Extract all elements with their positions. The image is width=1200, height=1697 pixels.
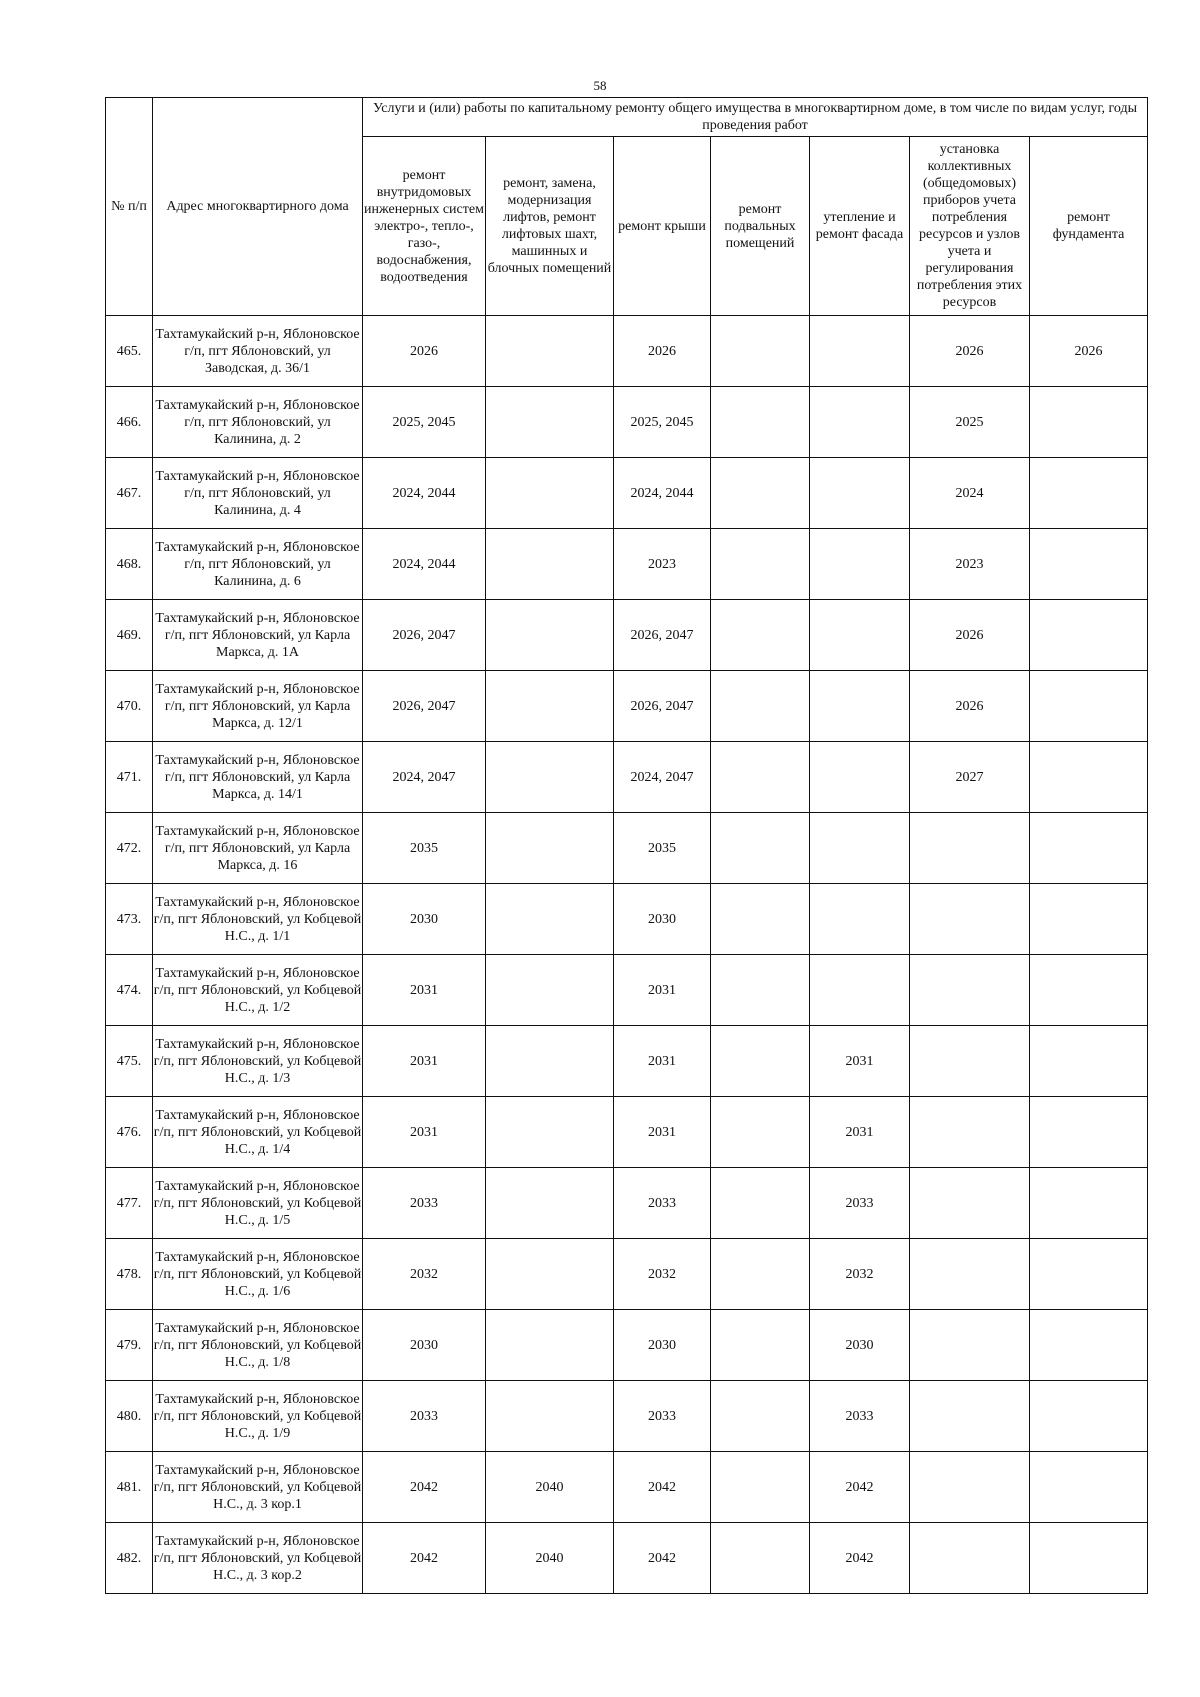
header-elevators: ремонт, замена, модернизация лифтов, ремонт лифтовых шахт, машинных и блочных помещений bbox=[486, 137, 614, 316]
cell-meters bbox=[910, 1168, 1030, 1239]
cell-meters: 2026 bbox=[910, 316, 1030, 387]
cell-foundation bbox=[1030, 1523, 1148, 1594]
cell-roof: 2031 bbox=[614, 1026, 711, 1097]
row-address: Тахтамукайский р-н, Яблоновское г/п, пгт Яблоновский, ул Кобцевой Н.С., д. 1/3 bbox=[153, 1026, 363, 1097]
cell-meters: 2027 bbox=[910, 742, 1030, 813]
table-body bbox=[106, 316, 1148, 1594]
table-row bbox=[106, 1310, 1148, 1381]
cell-roof: 2030 bbox=[614, 1310, 711, 1381]
cell-foundation bbox=[1030, 1310, 1148, 1381]
cell-engineering-systems: 2033 bbox=[363, 1168, 486, 1239]
row-number: 467. bbox=[106, 458, 153, 529]
cell-basement bbox=[711, 955, 810, 1026]
cell-engineering-systems: 2031 bbox=[363, 955, 486, 1026]
row-number: 477. bbox=[106, 1168, 153, 1239]
cell-basement bbox=[711, 1523, 810, 1594]
cell-meters bbox=[910, 1381, 1030, 1452]
table-row bbox=[106, 1026, 1148, 1097]
cell-roof: 2030 bbox=[614, 884, 711, 955]
table-row bbox=[106, 1452, 1148, 1523]
cell-meters bbox=[910, 955, 1030, 1026]
table-row bbox=[106, 1381, 1148, 1452]
table-row bbox=[106, 742, 1148, 813]
cell-basement bbox=[711, 529, 810, 600]
cell-engineering-systems: 2026, 2047 bbox=[363, 671, 486, 742]
page-number: 58 bbox=[593, 78, 607, 93]
cell-basement bbox=[711, 1168, 810, 1239]
cell-meters bbox=[910, 1239, 1030, 1310]
cell-meters bbox=[910, 1097, 1030, 1168]
cell-engineering-systems: 2024, 2044 bbox=[363, 458, 486, 529]
row-address: Тахтамукайский р-н, Яблоновское г/п, пгт Яблоновский, ул Кобцевой Н.С., д. 1/9 bbox=[153, 1381, 363, 1452]
cell-elevators bbox=[486, 671, 614, 742]
header-num: № п/п bbox=[106, 98, 153, 316]
cell-meters bbox=[910, 1026, 1030, 1097]
cell-roof: 2032 bbox=[614, 1239, 711, 1310]
cell-elevators bbox=[486, 1168, 614, 1239]
cell-foundation bbox=[1030, 955, 1148, 1026]
cell-elevators: 2040 bbox=[486, 1452, 614, 1523]
table-row bbox=[106, 884, 1148, 955]
row-address: Тахтамукайский р-н, Яблоновское г/п, пгт Яблоновский, ул Кобцевой Н.С., д. 3 кор.1 bbox=[153, 1452, 363, 1523]
cell-foundation bbox=[1030, 1239, 1148, 1310]
cell-basement bbox=[711, 1310, 810, 1381]
cell-facade bbox=[810, 671, 910, 742]
cell-basement bbox=[711, 600, 810, 671]
cell-facade bbox=[810, 316, 910, 387]
cell-elevators bbox=[486, 1310, 614, 1381]
cell-meters bbox=[910, 1310, 1030, 1381]
cell-facade bbox=[810, 387, 910, 458]
cell-elevators: 2040 bbox=[486, 1523, 614, 1594]
cell-basement bbox=[711, 884, 810, 955]
row-number: 480. bbox=[106, 1381, 153, 1452]
cell-basement bbox=[711, 1381, 810, 1452]
cell-engineering-systems: 2042 bbox=[363, 1523, 486, 1594]
row-address: Тахтамукайский р-н, Яблоновское г/п, пгт Яблоновский, ул Калинина, д. 2 bbox=[153, 387, 363, 458]
header-facade: утепление и ремонт фасада bbox=[810, 137, 910, 316]
cell-meters bbox=[910, 1523, 1030, 1594]
cell-engineering-systems: 2025, 2045 bbox=[363, 387, 486, 458]
cell-foundation bbox=[1030, 884, 1148, 955]
cell-meters bbox=[910, 1452, 1030, 1523]
row-number: 479. bbox=[106, 1310, 153, 1381]
cell-engineering-systems: 2024, 2047 bbox=[363, 742, 486, 813]
row-address: Тахтамукайский р-н, Яблоновское г/п, пгт Яблоновский, ул Карла Маркса, д. 14/1 bbox=[153, 742, 363, 813]
header-engineering-systems: ремонт внутридомовых инженерных систем электро-, тепло-, газо-, водоснабжения, водоотведения bbox=[363, 137, 486, 316]
cell-foundation: 2026 bbox=[1030, 316, 1148, 387]
cell-foundation bbox=[1030, 458, 1148, 529]
cell-elevators bbox=[486, 884, 614, 955]
row-address: Тахтамукайский р-н, Яблоновское г/п, пгт Яблоновский, ул Кобцевой Н.С., д. 1/6 bbox=[153, 1239, 363, 1310]
cell-basement bbox=[711, 316, 810, 387]
cell-engineering-systems: 2030 bbox=[363, 884, 486, 955]
cell-facade: 2030 bbox=[810, 1310, 910, 1381]
cell-roof: 2025, 2045 bbox=[614, 387, 711, 458]
cell-engineering-systems: 2030 bbox=[363, 1310, 486, 1381]
cell-facade: 2033 bbox=[810, 1381, 910, 1452]
cell-basement bbox=[711, 671, 810, 742]
cell-foundation bbox=[1030, 529, 1148, 600]
cell-basement bbox=[711, 458, 810, 529]
row-address: Тахтамукайский р-н, Яблоновское г/п, пгт Яблоновский, ул Кобцевой Н.С., д. 1/2 bbox=[153, 955, 363, 1026]
cell-engineering-systems: 2026 bbox=[363, 316, 486, 387]
cell-elevators bbox=[486, 955, 614, 1026]
cell-roof: 2024, 2047 bbox=[614, 742, 711, 813]
cell-foundation bbox=[1030, 600, 1148, 671]
table-row bbox=[106, 1239, 1148, 1310]
cell-facade bbox=[810, 884, 910, 955]
cell-basement bbox=[711, 1097, 810, 1168]
row-number: 469. bbox=[106, 600, 153, 671]
cell-elevators bbox=[486, 529, 614, 600]
table-row bbox=[106, 387, 1148, 458]
cell-basement bbox=[711, 387, 810, 458]
cell-meters bbox=[910, 813, 1030, 884]
cell-meters: 2024 bbox=[910, 458, 1030, 529]
cell-facade: 2031 bbox=[810, 1026, 910, 1097]
cell-facade: 2032 bbox=[810, 1239, 910, 1310]
table-row bbox=[106, 458, 1148, 529]
table-row bbox=[106, 316, 1148, 387]
row-number: 474. bbox=[106, 955, 153, 1026]
cell-facade bbox=[810, 600, 910, 671]
cell-foundation bbox=[1030, 1452, 1148, 1523]
row-address: Тахтамукайский р-н, Яблоновское г/п, пгт Яблоновский, ул Заводская, д. 36/1 bbox=[153, 316, 363, 387]
header-services: Услуги и (или) работы по капитальному ремонту общего имущества в многоквартирном доме, в том числе по видам услуг, годы проведения работ bbox=[363, 98, 1148, 137]
cell-meters: 2023 bbox=[910, 529, 1030, 600]
row-number: 470. bbox=[106, 671, 153, 742]
cell-facade bbox=[810, 458, 910, 529]
cell-basement bbox=[711, 1452, 810, 1523]
row-address: Тахтамукайский р-н, Яблоновское г/п, пгт Яблоновский, ул Кобцевой Н.С., д. 1/8 bbox=[153, 1310, 363, 1381]
header-meters: установка коллективных (общедомовых) приборов учета потребления ресурсов и узлов учета и регулирования потребления этих ресурсов bbox=[910, 137, 1030, 316]
row-address: Тахтамукайский р-н, Яблоновское г/п, пгт Яблоновский, ул Калинина, д. 6 bbox=[153, 529, 363, 600]
cell-engineering-systems: 2026, 2047 bbox=[363, 600, 486, 671]
cell-roof: 2024, 2044 bbox=[614, 458, 711, 529]
cell-elevators bbox=[486, 387, 614, 458]
cell-foundation bbox=[1030, 1168, 1148, 1239]
row-address: Тахтамукайский р-н, Яблоновское г/п, пгт Яблоновский, ул Кобцевой Н.С., д. 3 кор.2 bbox=[153, 1523, 363, 1594]
table-row bbox=[106, 1168, 1148, 1239]
cell-foundation bbox=[1030, 742, 1148, 813]
cell-engineering-systems: 2031 bbox=[363, 1026, 486, 1097]
cell-roof: 2026, 2047 bbox=[614, 671, 711, 742]
table-row bbox=[106, 813, 1148, 884]
header-address: Адрес многоквартирного дома bbox=[153, 98, 363, 316]
cell-foundation bbox=[1030, 813, 1148, 884]
cell-meters: 2025 bbox=[910, 387, 1030, 458]
cell-roof: 2026 bbox=[614, 316, 711, 387]
row-address: Тахтамукайский р-н, Яблоновское г/п, пгт Яблоновский, ул Кобцевой Н.С., д. 1/1 bbox=[153, 884, 363, 955]
header-roof: ремонт крыши bbox=[614, 137, 711, 316]
cell-foundation bbox=[1030, 1381, 1148, 1452]
cell-engineering-systems: 2031 bbox=[363, 1097, 486, 1168]
row-address: Тахтамукайский р-н, Яблоновское г/п, пгт Яблоновский, ул Калинина, д. 4 bbox=[153, 458, 363, 529]
header-foundation: ремонт фундамента bbox=[1030, 137, 1148, 316]
cell-basement bbox=[711, 1239, 810, 1310]
row-address: Тахтамукайский р-н, Яблоновское г/п, пгт Яблоновский, ул Карла Маркса, д. 1А bbox=[153, 600, 363, 671]
row-number: 481. bbox=[106, 1452, 153, 1523]
cell-engineering-systems: 2033 bbox=[363, 1381, 486, 1452]
cell-meters: 2026 bbox=[910, 671, 1030, 742]
cell-roof: 2026, 2047 bbox=[614, 600, 711, 671]
cell-meters bbox=[910, 884, 1030, 955]
cell-roof: 2031 bbox=[614, 955, 711, 1026]
cell-roof: 2035 bbox=[614, 813, 711, 884]
cell-facade: 2033 bbox=[810, 1168, 910, 1239]
table-row bbox=[106, 1097, 1148, 1168]
cell-facade: 2042 bbox=[810, 1452, 910, 1523]
row-number: 466. bbox=[106, 387, 153, 458]
table-row bbox=[106, 1523, 1148, 1594]
cell-elevators bbox=[486, 1026, 614, 1097]
cell-elevators bbox=[486, 742, 614, 813]
cell-meters: 2026 bbox=[910, 600, 1030, 671]
cell-elevators bbox=[486, 1097, 614, 1168]
cell-elevators bbox=[486, 1381, 614, 1452]
cell-engineering-systems: 2024, 2044 bbox=[363, 529, 486, 600]
cell-roof: 2033 bbox=[614, 1381, 711, 1452]
cell-facade bbox=[810, 955, 910, 1026]
cell-foundation bbox=[1030, 387, 1148, 458]
cell-facade: 2042 bbox=[810, 1523, 910, 1594]
table-row bbox=[106, 600, 1148, 671]
table-row bbox=[106, 529, 1148, 600]
cell-roof: 2031 bbox=[614, 1097, 711, 1168]
row-address: Тахтамукайский р-н, Яблоновское г/п, пгт Яблоновский, ул Кобцевой Н.С., д. 1/4 bbox=[153, 1097, 363, 1168]
cell-foundation bbox=[1030, 671, 1148, 742]
cell-foundation bbox=[1030, 1097, 1148, 1168]
cell-roof: 2033 bbox=[614, 1168, 711, 1239]
cell-basement bbox=[711, 742, 810, 813]
cell-facade bbox=[810, 813, 910, 884]
cell-elevators bbox=[486, 458, 614, 529]
cell-facade bbox=[810, 529, 910, 600]
cell-foundation bbox=[1030, 1026, 1148, 1097]
cell-roof: 2042 bbox=[614, 1523, 711, 1594]
cell-elevators bbox=[486, 813, 614, 884]
cell-basement bbox=[711, 1026, 810, 1097]
row-number: 465. bbox=[106, 316, 153, 387]
cell-engineering-systems: 2035 bbox=[363, 813, 486, 884]
row-number: 471. bbox=[106, 742, 153, 813]
row-number: 472. bbox=[106, 813, 153, 884]
cell-engineering-systems: 2032 bbox=[363, 1239, 486, 1310]
cell-facade bbox=[810, 742, 910, 813]
cell-facade: 2031 bbox=[810, 1097, 910, 1168]
table-row bbox=[106, 955, 1148, 1026]
capital-repair-table bbox=[105, 97, 1148, 1594]
row-number: 478. bbox=[106, 1239, 153, 1310]
table-row bbox=[106, 671, 1148, 742]
cell-basement bbox=[711, 813, 810, 884]
row-address: Тахтамукайский р-н, Яблоновское г/п, пгт Яблоновский, ул Карла Маркса, д. 16 bbox=[153, 813, 363, 884]
row-number: 473. bbox=[106, 884, 153, 955]
cell-elevators bbox=[486, 600, 614, 671]
row-address: Тахтамукайский р-н, Яблоновское г/п, пгт Яблоновский, ул Кобцевой Н.С., д. 1/5 bbox=[153, 1168, 363, 1239]
header-basement: ремонт подвальных помещений bbox=[711, 137, 810, 316]
row-number: 475. bbox=[106, 1026, 153, 1097]
row-number: 476. bbox=[106, 1097, 153, 1168]
cell-elevators bbox=[486, 1239, 614, 1310]
cell-roof: 2042 bbox=[614, 1452, 711, 1523]
row-number: 482. bbox=[106, 1523, 153, 1594]
cell-engineering-systems: 2042 bbox=[363, 1452, 486, 1523]
cell-roof: 2023 bbox=[614, 529, 711, 600]
row-number: 468. bbox=[106, 529, 153, 600]
row-address: Тахтамукайский р-н, Яблоновское г/п, пгт Яблоновский, ул Карла Маркса, д. 12/1 bbox=[153, 671, 363, 742]
cell-elevators bbox=[486, 316, 614, 387]
